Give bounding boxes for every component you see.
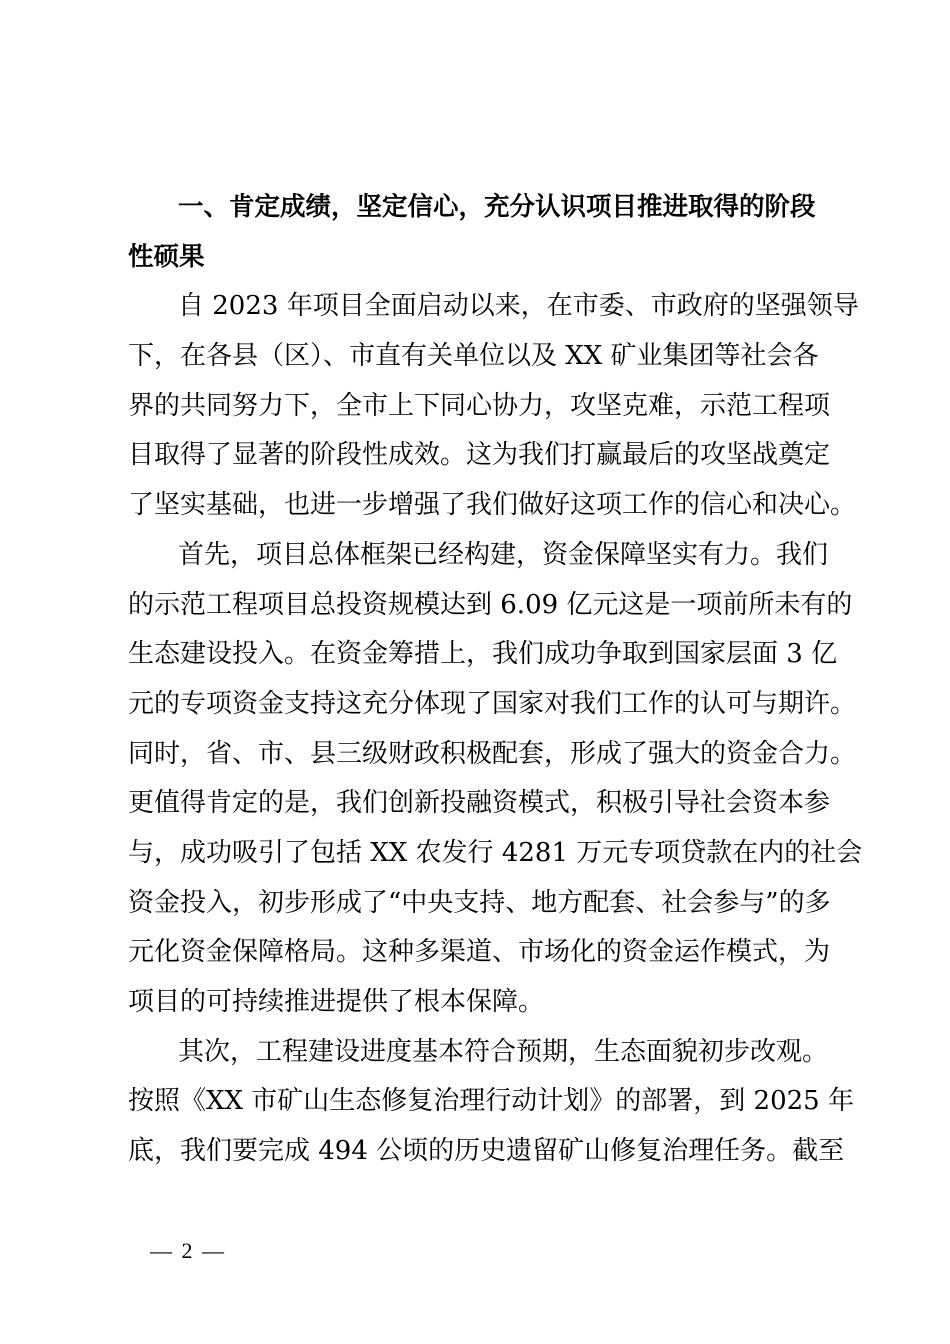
paragraph-line: 了坚实基础，也进一步增强了我们做好这项工作的信心和决心。 (128, 490, 857, 521)
paragraph-line: 项目的可持续推进提供了根本保障。 (128, 987, 545, 1017)
paragraph-line: 资金投入，初步形成了“中央支持、地方配套、社会参与”的多 (128, 887, 831, 918)
paragraph-line: 同时，省、市、县三级财政积极配套，形成了强大的资金合力。 (128, 738, 857, 769)
paragraph (128, 531, 863, 1028)
paragraph-line: 更值得肯定的是，我们创新投融资模式，积极引导社会资本参 (128, 788, 831, 819)
page-number: — 2 — (150, 1238, 226, 1263)
heading-line: 一、肯定成绩，坚定信心，充分认识项目推进取得的阶段 (178, 192, 816, 222)
paragraph-line: 与，成功吸引了包括 XX 农发行 4281 万元专项贷款在内的社会 (128, 837, 863, 868)
paragraph-line: 按照《XX 市矿山生态修复治理行动计划》的部署，到 2025 年 (128, 1086, 854, 1117)
heading-line: 性硕果 (128, 241, 205, 272)
paragraph-line: 下，在各县（区）、市直有关单位以及 XX 矿业集团等社会各 (128, 341, 819, 372)
paragraph-line: 其次，工程建设进度基本符合预期，生态面貌初步改观。 (178, 1036, 829, 1067)
paragraph-line: 的示范工程项目总投资规模达到 6.09 亿元这是一项前所未有的 (128, 589, 853, 620)
paragraph-line: 底，我们要完成 494 公顷的历史遗留矿山修复治理任务。截至 (128, 1136, 845, 1167)
paragraph-line: 首先，项目总体框架已经构建，资金保障坚实有力。我们 (178, 539, 829, 570)
paragraph-line: 自 2023 年项目全面启动以来，在市委、市政府的坚强领导 (178, 291, 859, 322)
paragraph-line: 界的共同努力下，全市上下同心协力，攻坚克难，示范工程项 (128, 390, 831, 421)
paragraph-line: 元化资金保障格局。这种多渠道、市场化的资金运作模式，为 (128, 937, 831, 968)
paragraph-line: 目取得了显著的阶段性成效。这为我们打赢最后的攻坚战奠定 (128, 440, 831, 471)
paragraph (128, 282, 859, 530)
section-heading (128, 183, 848, 282)
document-body (128, 183, 863, 1177)
paragraph-line: 元的专项资金支持这充分体现了国家对我们工作的认可与期许。 (128, 688, 857, 719)
paragraph-line: 生态建设投入。在资金筹措上，我们成功争取到国家层面 3 亿 (128, 639, 838, 670)
paragraph (128, 1028, 854, 1177)
